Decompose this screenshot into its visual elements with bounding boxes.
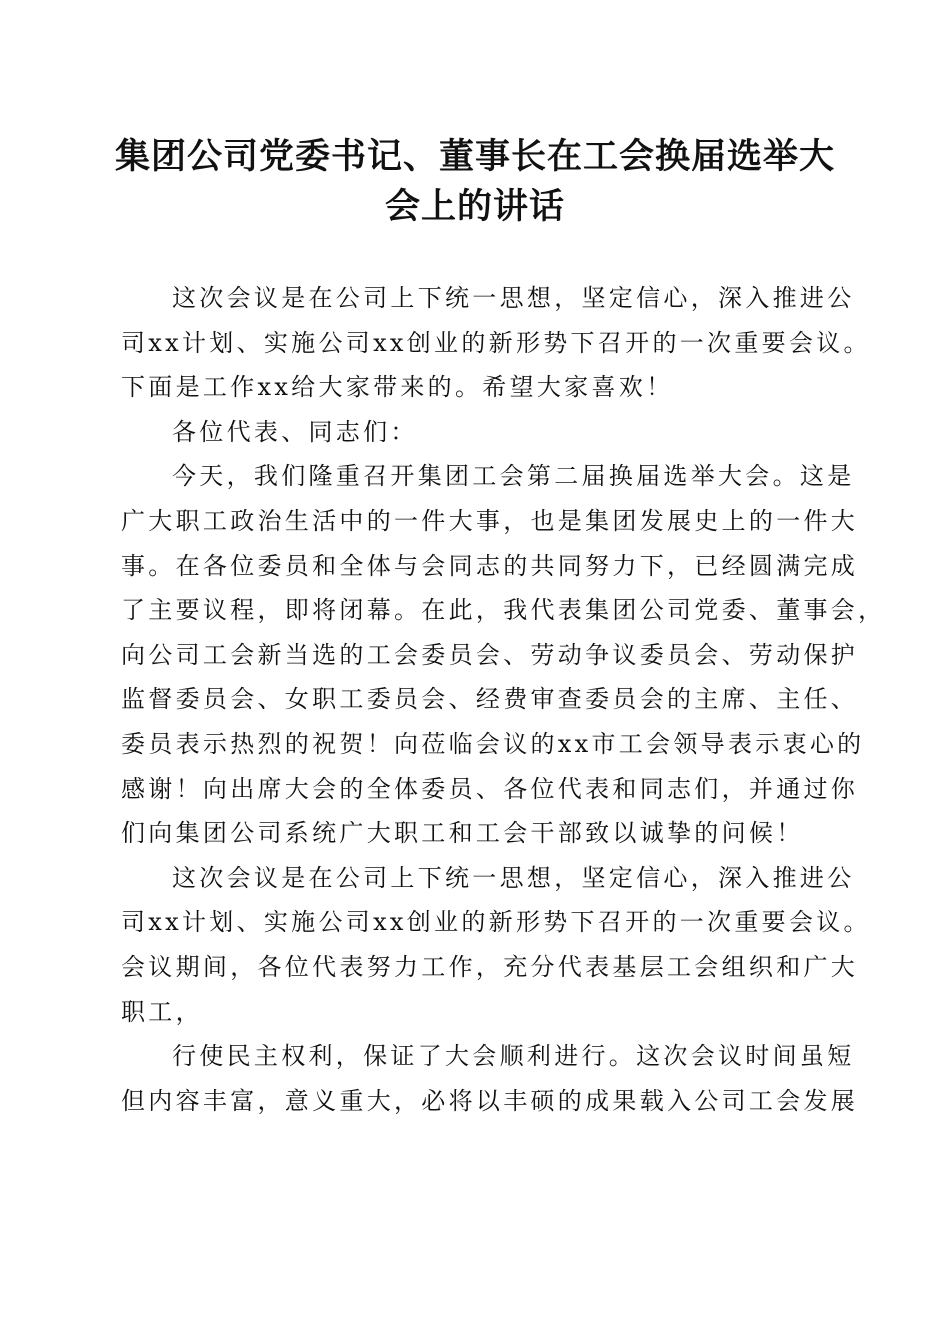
paragraph-1-line-2: 司xx计划、实施公司xx创业的新形势下召开的一次重要会议。 [121, 328, 871, 357]
paragraph-2-line-5: 向公司工会新当选的工会委员会、劳动争议委员会、劳动保护 [121, 640, 859, 669]
paragraph-3-line-1: 这次会议是在公司上下统一思想，坚定信心，深入推进公 [172, 863, 855, 892]
paragraph-2-line-1: 今天，我们隆重召开集团工会第二届换届选举大会。这是 [172, 462, 855, 491]
paragraph-3-line-3: 会议期间，各位代表努力工作，充分代表基层工会组织和广大 [121, 952, 859, 981]
paragraph-2-line-4: 了主要议程，即将闭幕。在此，我代表集团公司党委、董事会， [121, 596, 886, 625]
paragraph-3-line-2: 司xx计划、实施公司xx创业的新形势下召开的一次重要会议。 [121, 908, 871, 937]
paragraph-2-line-7: 委员表示热烈的祝贺！向莅临会议的xx市工会领导表示衷心的 [121, 729, 865, 758]
document-body [121, 276, 886, 1123]
paragraph-2-line-2: 广大职工政治生活中的一件大事，也是集团发展史上的一件大 [121, 506, 859, 535]
title-line-2: 会上的讲话 [384, 186, 565, 227]
paragraph-4-line-1: 行使民主权利，保证了大会顺利进行。这次会议时间虽短 [172, 1042, 855, 1071]
paragraph-1-line-3: 下面是工作xx给大家带来的。希望大家喜欢！ [121, 373, 674, 402]
paragraph-3-line-4: 职工， [121, 997, 203, 1026]
paragraph-1-line-1: 这次会议是在公司上下统一思想，坚定信心，深入推进公 [172, 284, 855, 312]
paragraph-2-line-6: 监督委员会、女职工委员会、经费审查委员会的主席、主任、 [121, 685, 859, 714]
salutation: 各位代表、同志们： [172, 417, 418, 446]
paragraph-2-line-9: 们向集团公司系统广大职工和工会干部致以诚挚的问候！ [121, 819, 804, 848]
title-line-1: 集团公司党委书记、董事长在工会换届选举大 [114, 136, 835, 177]
paragraph-4-line-2: 但内容丰富，意义重大，必将以丰硕的成果载入公司工会发展 [121, 1086, 859, 1115]
paragraph-2-line-3: 事。在各位委员和全体与会同志的共同努力下，已经圆满完成 [121, 551, 859, 580]
paragraph-2-line-8: 感谢！向出席大会的全体委员、各位代表和同志们，并通过你 [121, 774, 859, 803]
document-title [110, 132, 840, 232]
